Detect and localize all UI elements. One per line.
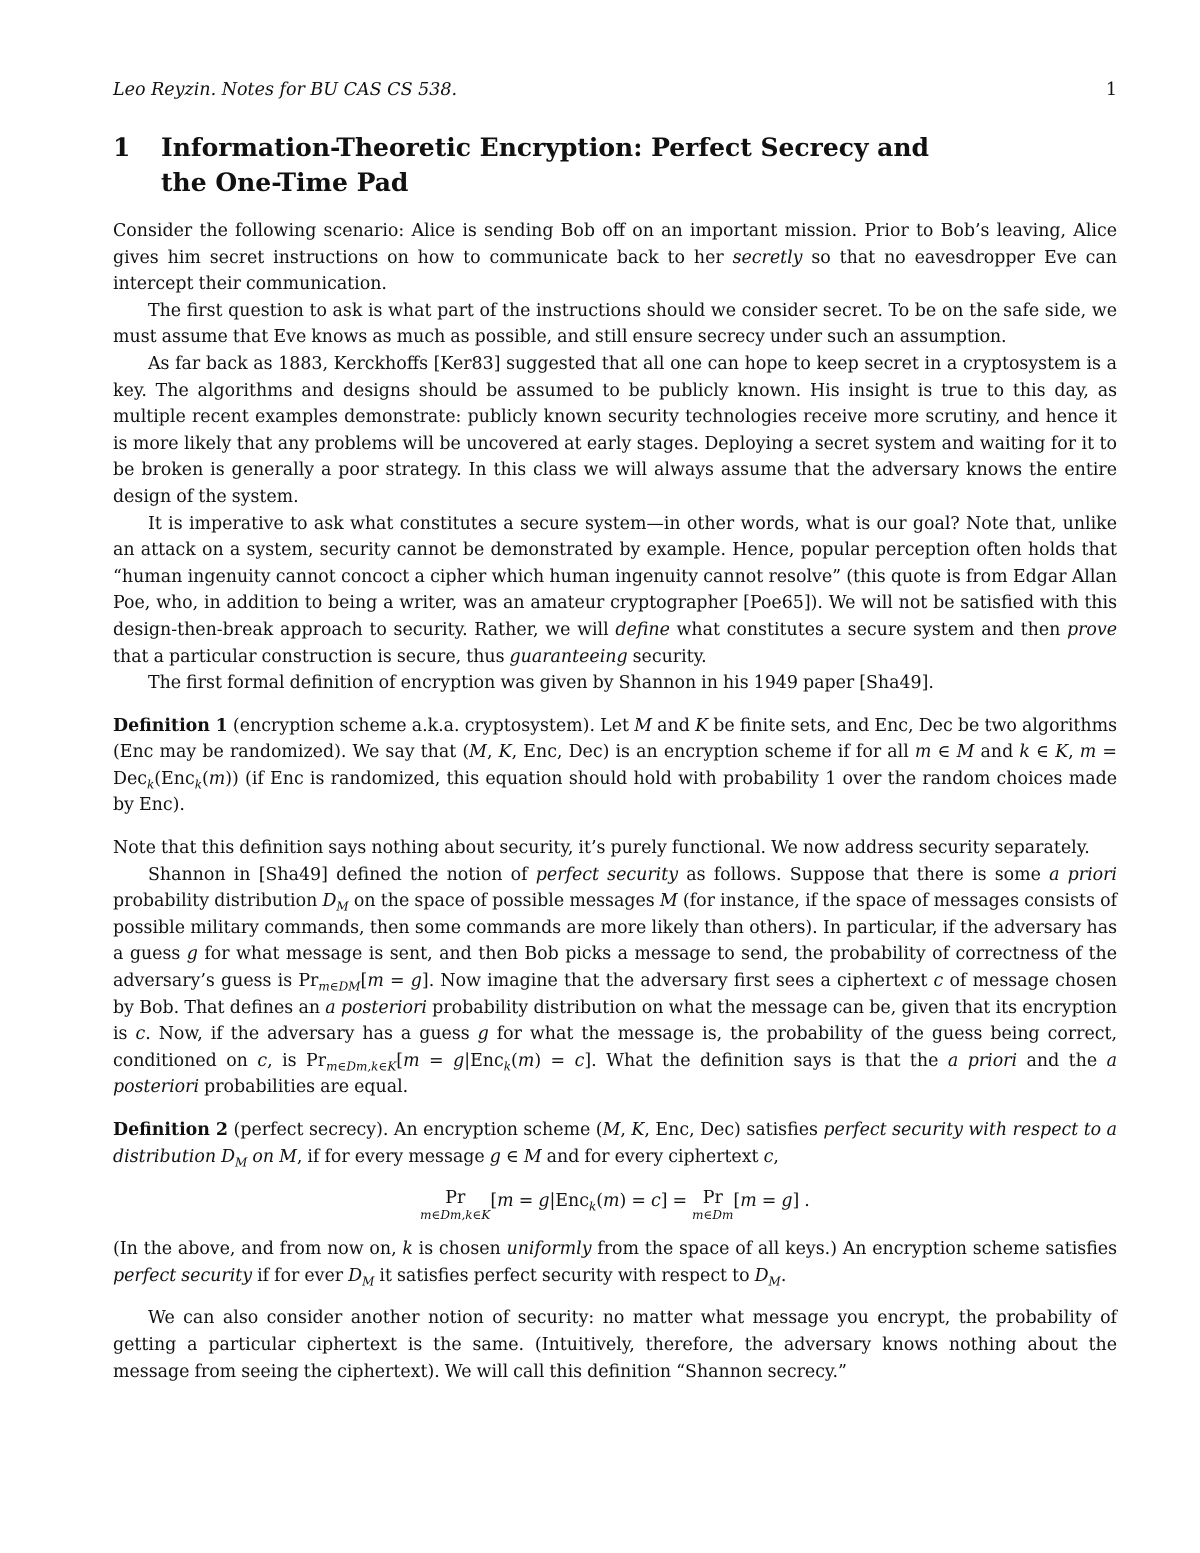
paragraph-9: We can also consider another notion of security: no matter what message you encrypt, the probability of getting a particular ciphertext is the same. (Intuitively, therefore, the adversary knows nothing about the message from seeing the ciphertext). We will call this definition “Shannon secrecy.” xyxy=(113,1308,1117,1382)
section-title-line1: Information-Theoretic Encryption: Perfect Secrecy and xyxy=(161,133,930,162)
math-var: K xyxy=(498,742,512,763)
math-var: g xyxy=(781,1191,793,1212)
text-run: [ xyxy=(396,1050,404,1071)
math-var: c xyxy=(135,1024,146,1045)
text-run: and the xyxy=(1017,1050,1107,1071)
math-var: g xyxy=(538,1191,550,1212)
text-run: satisfies xyxy=(740,1120,824,1140)
paragraph-8 xyxy=(113,1236,1117,1289)
math-var: D xyxy=(754,1265,769,1286)
text-run: ( xyxy=(511,1050,518,1071)
emphasis: a priori xyxy=(947,1050,1018,1071)
paragraph-3: As far back as 1883, Kerckhoffs [Ker83] suggested that all one can hope to keep secret in a cryptosystem is a key. The algorithms and designs should be assumed to be publicly known. His insight is true to this day, as multiple recent examples demonstrate: publicly known security technologies receive more scrutiny, and hence it is more likely that any problems will be uncovered at early stages. Deploying a secret system and waiting for it to be broken is generally a poor strategy. In this class we will always assume that the adversary knows the entire design of the system. xyxy=(113,353,1117,507)
text-run: probabilities are equal. xyxy=(199,1077,409,1098)
prob-operator-left xyxy=(420,1188,490,1222)
text-run: ]. What the definition says is that the xyxy=(584,1050,948,1071)
text-run: probability distribution on what the message can be, given that its encryption is xyxy=(113,997,1117,1045)
math-var: M xyxy=(279,1146,297,1167)
text-run: on the space of possible messages xyxy=(348,891,660,912)
section-title xyxy=(113,130,1117,200)
text-run: [ xyxy=(490,1191,498,1212)
text-run: , Enc, Dec) xyxy=(644,1120,741,1140)
text-run: ( xyxy=(201,768,209,789)
section-title-line2: the One-Time Pad xyxy=(161,168,409,197)
text-run: security. xyxy=(627,646,707,667)
math-var: D xyxy=(348,1265,363,1286)
text-run: be finite sets, and Enc, Dec be two algorithms (Enc may be randomized). We say that ( xyxy=(113,715,1118,763)
text-run: and xyxy=(974,742,1020,763)
text-run: ∈ xyxy=(931,742,957,763)
text-run: what constitutes a secure system and then xyxy=(669,619,1067,640)
body-text xyxy=(113,218,1117,1385)
math-sub-part: m∈D xyxy=(318,979,349,994)
emphasis: perfect security xyxy=(113,1265,253,1286)
definition-name: (encryption scheme a.k.a. cryptosystem). xyxy=(227,715,601,736)
math-var: M xyxy=(602,1120,621,1140)
text-run: that a particular construction is secure, thus xyxy=(113,646,510,667)
math-sub: k xyxy=(146,777,155,792)
math-sub: M xyxy=(235,1155,248,1170)
math-sub: k xyxy=(503,1059,512,1074)
text-run: . Now, if the adversary has a guess xyxy=(145,1024,478,1045)
text-run: = xyxy=(756,1191,782,1212)
emphasis: secretly xyxy=(732,247,803,268)
text-run: Let xyxy=(600,715,635,736)
math-var: m xyxy=(367,971,384,992)
display-equation xyxy=(113,1178,1117,1232)
math-sub-part: M xyxy=(348,979,361,994)
math-sub-part: m xyxy=(450,1208,462,1223)
definition-label: Definition 1 xyxy=(113,715,228,736)
prob-subscript xyxy=(420,1208,490,1222)
emphasis: perfect security with respect to a distribution xyxy=(113,1120,1118,1167)
math-var: m xyxy=(914,742,932,763)
text-run: , xyxy=(486,742,499,763)
text-run: Shannon in [Sha49] defined the notion of xyxy=(148,864,536,885)
text-run: Consider the following scenario: Alice is sending Bob off on an important mission. Prior to Bob’s leaving, Alice gives him secret instructions on how to communicate back to her xyxy=(113,221,1117,268)
text-run: ]. Now imagine that the adversary first sees a ciphertext xyxy=(421,971,934,992)
text-run: so that no eavesdropper Eve can intercept their communication. xyxy=(113,247,1117,295)
text-run: , xyxy=(1068,742,1080,763)
math-sub-part: m xyxy=(722,1208,734,1223)
math-sub xyxy=(326,1059,396,1073)
text-run: (In the above, and from now on, xyxy=(113,1239,403,1260)
paragraph-7 xyxy=(113,862,1117,1101)
definition-name: (perfect secrecy). xyxy=(228,1120,394,1140)
math-var: g xyxy=(453,1050,465,1071)
math-var: k xyxy=(402,1239,413,1260)
math-sub-part: m∈D xyxy=(692,1208,723,1223)
math-var: m xyxy=(1079,742,1097,763)
math-var: m xyxy=(208,768,226,789)
text-run: ∈ xyxy=(500,1146,524,1167)
text-run: It is imperative to ask what constitutes a secure system—in other words, what is our goal? Note that, unlike an attack on a system, security cannot be demonstrated by example. Hence, popular perception often holds that “human ingenuity cannot concoct a cipher which human ingenuity cannot resolve” (this quote is from Edgar Allan Poe, who, in addition to being a writer, was an amateur cryptographer [Poe65]). We will not be satisfied with this design-then-break approach to security. Rather, we will xyxy=(113,513,1117,640)
math-var: D xyxy=(221,1146,236,1167)
text-run: , is Pr xyxy=(267,1050,327,1071)
spacer xyxy=(113,1101,1117,1117)
text-run: = Dec xyxy=(113,742,1117,789)
math-var: g xyxy=(410,971,422,992)
emphasis: a priori xyxy=(1049,864,1117,885)
math-var: K xyxy=(631,1120,645,1140)
emphasis: define xyxy=(615,619,670,640)
math-var: c xyxy=(763,1146,774,1167)
text-run: , xyxy=(773,1146,779,1167)
text-run: (for instance, if the space of messages consists of possible military commands, then some commands are more likely than others). In particular, if the adversary has a guess xyxy=(113,891,1118,965)
math-sub: M xyxy=(362,1274,375,1289)
text-run: , if for every message xyxy=(296,1146,490,1167)
text-run: (Enc xyxy=(154,768,195,789)
text-run: it satisfies perfect security with respect to xyxy=(374,1265,755,1286)
text-run: |Enc xyxy=(464,1050,504,1071)
emphasis: perfect security xyxy=(535,864,679,885)
prob-subscript xyxy=(692,1208,733,1222)
text-run: |Enc xyxy=(549,1191,589,1212)
math-sub: k xyxy=(194,777,202,792)
definition-2 xyxy=(113,1117,1117,1170)
text-run: , Enc, Dec) xyxy=(511,742,610,763)
text-run: , xyxy=(620,1120,632,1140)
text-run: ) = xyxy=(534,1050,575,1071)
text-run: . xyxy=(780,1265,787,1286)
paragraph-6: Note that this definition says nothing about security, it’s purely functional. We now address security separately. xyxy=(113,838,1090,859)
math-sub: k xyxy=(588,1199,597,1214)
math-var: m xyxy=(517,1050,535,1071)
prob-operator-right xyxy=(692,1188,733,1222)
math-var: m xyxy=(403,1050,420,1071)
math-var: c xyxy=(650,1191,661,1212)
text-run: ( xyxy=(596,1191,604,1212)
text-run: An encryption scheme ( xyxy=(393,1120,603,1140)
section-number: 1 xyxy=(113,133,131,162)
equation-row xyxy=(113,1188,1117,1222)
math-var: m xyxy=(497,1191,514,1212)
emphasis: on xyxy=(247,1146,280,1167)
text-run: ] . xyxy=(792,1191,810,1212)
math-var: g xyxy=(477,1024,489,1045)
spacer xyxy=(113,819,1117,835)
text-run: is an encryption scheme if for all xyxy=(609,742,915,763)
emphasis: a posteriori xyxy=(113,1050,1117,1098)
text-run: is chosen xyxy=(412,1239,507,1260)
text-run: and for every ciphertext xyxy=(541,1146,764,1167)
paragraph-1 xyxy=(113,218,1117,298)
text-run: ∈ xyxy=(1029,742,1056,763)
running-head xyxy=(113,78,1117,102)
text-run: ] = xyxy=(660,1191,693,1212)
math-var: k xyxy=(1019,742,1030,763)
math-var: g xyxy=(186,944,198,965)
text-run: if for ever xyxy=(252,1265,349,1286)
text-run: for what message is sent, and then Bob picks a message to send, the probability of correctness of the adversary’s guess is Pr xyxy=(113,944,1117,992)
paragraph-2: The first question to ask is what part of the instructions should we consider secret. To be on the safe side, we must assume that Eve knows as much as possible, and still ensure secrecy under such an assumption. xyxy=(113,300,1117,348)
definition-label: Definition 2 xyxy=(113,1120,229,1140)
running-title: Leo Reyzin. Notes for BU CAS CS 538. xyxy=(113,80,458,100)
prob-symbol: Pr xyxy=(702,1188,723,1209)
math-sub-part: ,k∈K xyxy=(461,1208,491,1223)
text-run: = xyxy=(383,971,411,992)
math-sub-part: ,k∈K xyxy=(367,1059,397,1074)
text-run: )) (if Enc is randomized, this equation should hold with probability 1 over the random choices made by Enc). xyxy=(113,768,1117,816)
math-var: c xyxy=(574,1050,585,1071)
text-run: probability distribution xyxy=(113,891,323,912)
math-sub-part: m∈D xyxy=(420,1208,451,1223)
text-run: from the space of all keys.) An encryption scheme satisfies xyxy=(591,1239,1118,1260)
math-var: D xyxy=(322,891,337,912)
text-run: and xyxy=(652,715,696,736)
math-sub: M xyxy=(336,899,349,914)
definition-1 xyxy=(113,713,1117,819)
text-run: [ xyxy=(733,1191,741,1212)
math-sub xyxy=(318,980,360,994)
text-run: as follows. Suppose that there is some xyxy=(678,864,1050,885)
math-var: c xyxy=(257,1050,268,1071)
math-sub-part: m xyxy=(355,1059,368,1074)
text-run: = xyxy=(513,1191,539,1212)
emphasis: guaranteeing xyxy=(509,646,628,667)
text-run: ) = xyxy=(619,1191,651,1212)
emphasis: prove xyxy=(1066,619,1118,640)
paragraph-4 xyxy=(113,511,1117,671)
math-var: M xyxy=(659,891,678,912)
text-run: for what the message is, the probability of the guess being correct, conditioned on xyxy=(113,1024,1117,1071)
paragraph-5: The first formal definition of encryption was given by Shannon in his 1949 paper [Sha49]. xyxy=(148,673,934,694)
math-var: m xyxy=(603,1191,620,1212)
text-run: = xyxy=(419,1050,454,1071)
text-run: of message chosen by Bob. That defines an xyxy=(113,971,1117,1018)
page-number: 1 xyxy=(1105,80,1117,100)
emphasis: uniformly xyxy=(506,1239,592,1260)
math-var: M xyxy=(469,742,487,763)
math-var: c xyxy=(933,971,944,992)
math-sub: M xyxy=(768,1274,781,1289)
math-var: M xyxy=(956,742,975,763)
spacer xyxy=(113,697,1117,713)
math-var: g xyxy=(489,1146,501,1167)
text-run: [ xyxy=(360,971,368,992)
math-var: M xyxy=(634,715,652,736)
math-var: K xyxy=(1055,742,1069,763)
emphasis: a posteriori xyxy=(325,997,427,1018)
math-sub-part: m∈D xyxy=(326,1059,356,1074)
math-var: M xyxy=(523,1146,542,1167)
math-var: K xyxy=(695,715,709,736)
prob-symbol: Pr xyxy=(445,1188,466,1209)
spacer xyxy=(113,1289,1117,1305)
math-var: m xyxy=(740,1191,757,1212)
